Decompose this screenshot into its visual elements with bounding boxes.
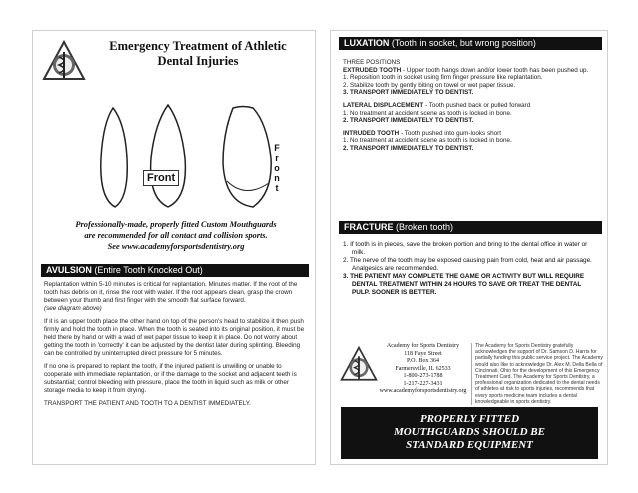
fracture-item: 1. If tooth is in pieces, save the broken portion and bring to the dental office in water or milk. (343, 241, 588, 256)
banner-line-3: STANDARD EQUIPMENT (406, 439, 533, 451)
front-side-label: F r o n t (274, 143, 280, 193)
lateral-step: 2. TRANSPORT IMMEDIATELY TO DENTIST. (343, 117, 474, 125)
acknowledgement: The Academy for Sports Dentistry gratefully acknowledges the support of Dr. Samson D. Harris for partially funding this public service project. The Academy would also like to acknowledge Dr. Alex M. Della Bella of Cincinnati, Ohio for the development of this Emergency Treatment Card. The Academy for Sports Dentistry, a professional organization dedicated to the dental needs of athletes at risk to sports injuries, recommends that every sports medicine team includes a dental knowledgeable in sports dentistry. (471, 343, 605, 405)
extruded-step: 1. Reposition tooth in socket using firm finger pressure like replantation. (343, 74, 543, 82)
avulsion-header (41, 264, 309, 277)
address-phone: 1-217-227-3431 (403, 380, 443, 387)
lateral-desc: - Tooth pushed back or pulled forward (423, 101, 531, 109)
avulsion-note: (see diagram above) (44, 305, 102, 312)
three-positions: THREE POSITIONS (343, 59, 401, 66)
fracture-list (343, 241, 598, 297)
fracture-item: 3. THE PATIENT MAY COMPLETE THE GAME OR ACTIVITY BUT WILL REQUIRE DENTAL TREATMENT WITHIN 24 HOURS TO SAVE OR TREAT THE DENTAL PULP. SOONER IS BETTER. (343, 273, 585, 296)
address-street: 118 Faye Street (404, 350, 442, 357)
intruded-step: 1. No treatment at accident scene as tooth is locked in bone. (343, 137, 512, 145)
extruded-desc: - Upper tooth hangs down and/or lower tooth has been pushed up. (401, 66, 589, 74)
extruded-step: 3. TRANSPORT IMMEDIATELY TO DENTIST. (343, 89, 474, 97)
address-phone: 1-800-273-1788 (403, 373, 443, 379)
fracture-subheading: (Broken tooth) (396, 222, 454, 232)
address-city: Farmersville, IL 62533 (395, 365, 451, 372)
address-po: P.O. Box 364 (406, 358, 439, 364)
address-web: www.academyforsportsdentistry.org (379, 388, 467, 394)
tooth-outline-front (151, 105, 186, 207)
tooth-outline-left (101, 108, 127, 207)
fracture-header (339, 221, 602, 234)
page-title: Emergency Treatment of Athletic Dental Injuries (109, 39, 287, 68)
luxation-body (343, 59, 599, 158)
avulsion-p2: If it is an upper tooth place the other hand on top of the person's head to stabilize it then push firmly and hold the tooth in place. When the tooth is seated into its original position, it must be held there by hand or with a wad of wet paper tissue to keep it in place. Do not worry about getting the tooth in 'correctly' it can be adjusted by the dentist later during splinting. Bleeding can be controlled by uninterrupted direct pressure for 5 minutes. (44, 318, 305, 357)
luxation-subheading: (Tooth in socket, but wrong position) (391, 38, 536, 48)
intruded-step: 2. TRANSPORT IMMEDIATELY TO DENTIST. (343, 144, 474, 152)
tooth-diagram (93, 103, 293, 213)
banner-line-1: PROPERLY FITTED (419, 413, 520, 425)
lateral-title: LATERAL DISPLACEMENT (343, 101, 424, 109)
intruded-section (343, 130, 599, 153)
avulsion-body (44, 281, 306, 413)
standard-equipment-banner (341, 407, 598, 459)
intruded-desc: - Tooth pushed into gum-looks short (399, 129, 501, 137)
extruded-step: 2. Stabilize tooth by gently biting on towel or wet paper tissue. (343, 81, 516, 89)
avulsion-subheading: (Entire Tooth Knocked Out) (94, 265, 203, 275)
address-block (379, 343, 467, 396)
luxation-heading: LUXATION (344, 38, 390, 48)
avulsion-heading: AVULSION (46, 265, 92, 275)
fracture-heading: FRACTURE (344, 222, 394, 232)
mouthguard-promo (45, 219, 307, 252)
fracture-item: 2. The nerve of the tooth may be exposed causing pain from cold, heat and air passage. Analgesics are recommended. (343, 257, 592, 272)
extruded-section (343, 67, 599, 97)
avulsion-p4: TRANSPORT THE PATIENT AND TOOTH TO A DENTIST IMMEDIATELY. (44, 400, 251, 407)
avulsion-p1: Replantation within 5-10 minutes is critical for replantation. Minutes matter. If the root of the tooth has debris on it, rinse the root with water. If the root appears clean, grasp the crown between your thumb and first finger with the smooth flat surface forward. (44, 281, 298, 304)
front-label: Front (143, 170, 179, 186)
tooth-outline-side (223, 107, 271, 208)
promo-line-1: Professionally-made, properly fitted Custom Mouthguards (75, 220, 277, 229)
caduceus-logo-icon (339, 345, 379, 385)
address-org: Academy for Sports Dentistry (386, 343, 460, 349)
lateral-step: 1. No treatment at accident scene as tooth is locked in bone. (343, 109, 512, 117)
avulsion-p3: If no one is prepared to replant the tooth, if the injured patient is unwilling or unable to cooperate with immediate replantation, or if the damage to the socket and adjacent teeth is substantial; control bleeding with pressure, place the tooth in liquid such as milk or other storage media to keep it from drying. (44, 363, 297, 394)
promo-line-2: are recommended for all contact and collision sports. (84, 231, 268, 240)
left-panel (32, 30, 316, 465)
promo-line-3: See www.academyforsportsdentistry.org (107, 242, 245, 251)
caduceus-logo-icon (41, 39, 87, 85)
intruded-title: INTRUDED TOOTH (343, 129, 400, 137)
luxation-header (339, 37, 602, 50)
lateral-section (343, 102, 599, 125)
extruded-title: EXTRUDED TOOTH (343, 66, 402, 74)
right-panel (330, 30, 608, 465)
banner-line-2: MOUTHGUARDS SHOULD BE (394, 426, 545, 438)
